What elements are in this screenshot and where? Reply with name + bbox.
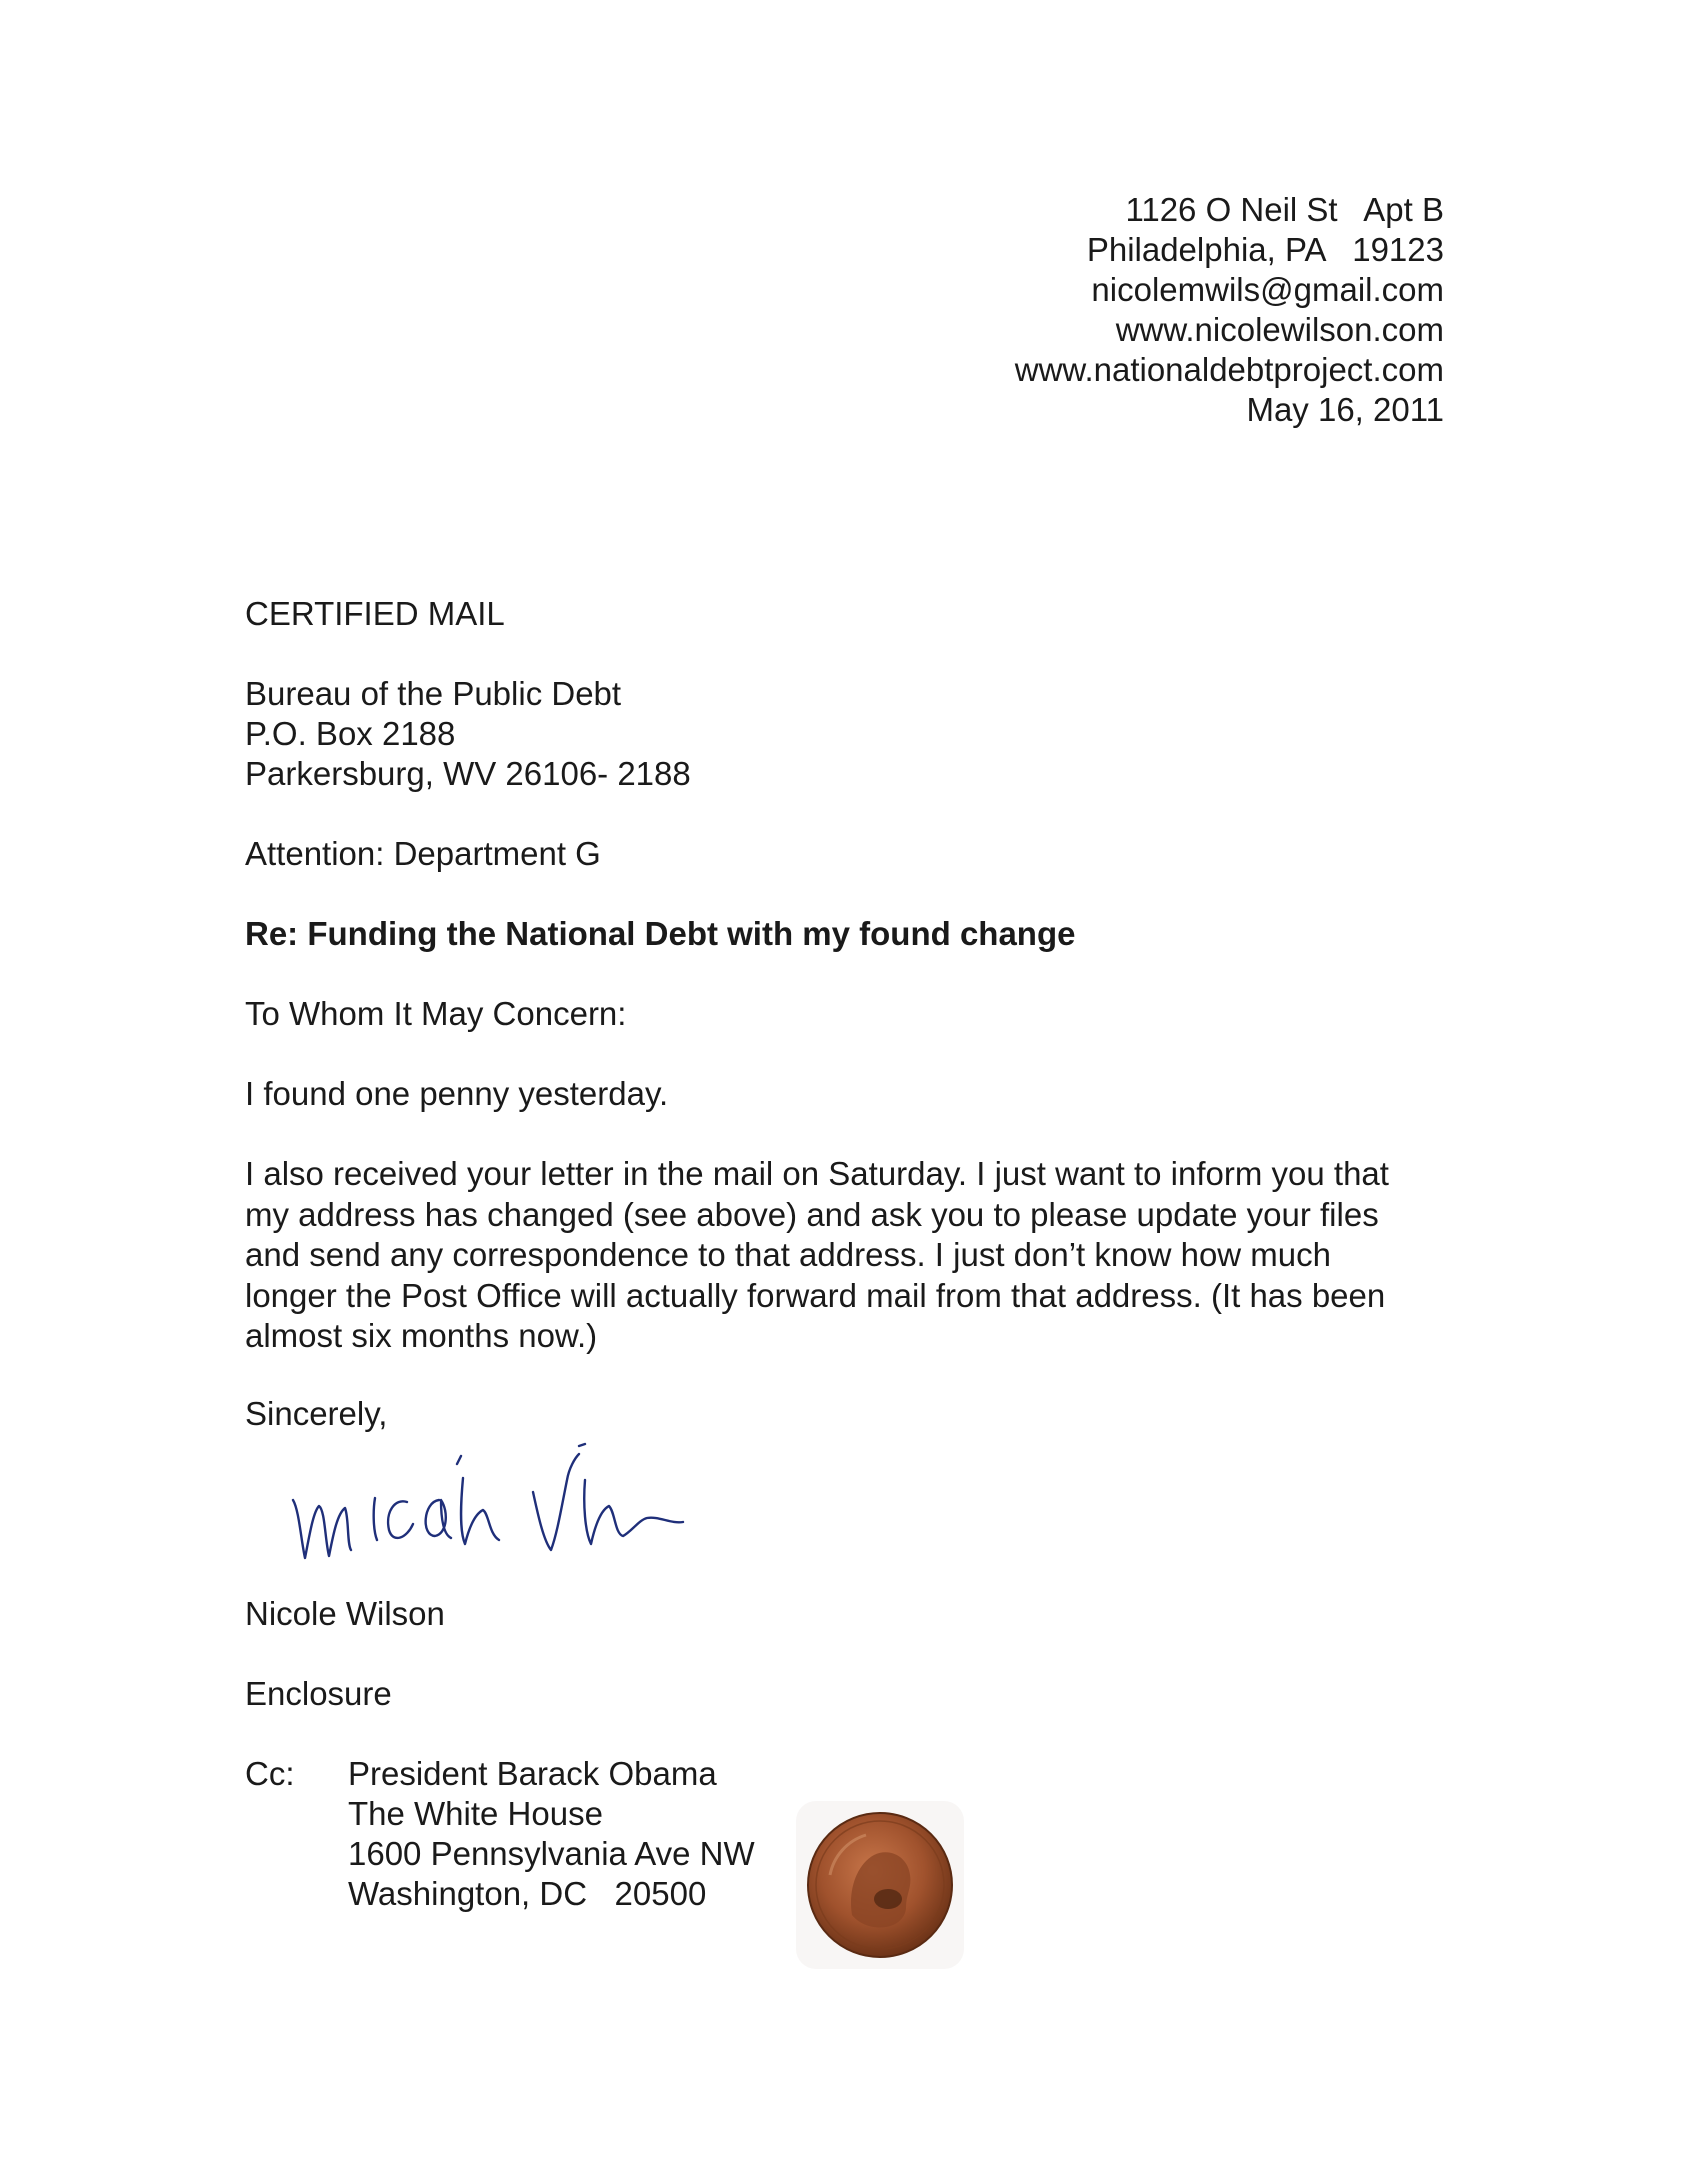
closing: Sincerely, bbox=[245, 1395, 388, 1432]
sender-website-personal: www.nicolewilson.com bbox=[1115, 311, 1444, 348]
body-paragraph-1: I found one penny yesterday. bbox=[245, 1075, 669, 1112]
cc-city: Washington, DC 20500 bbox=[348, 1875, 707, 1912]
body-paragraph-2-line: almost six months now.) bbox=[245, 1317, 598, 1354]
penny-coin-icon bbox=[790, 1795, 970, 1975]
handwritten-signature-icon bbox=[285, 1440, 765, 1570]
body-paragraph-2-line: my address has changed (see above) and ask you to please update your files bbox=[245, 1195, 1379, 1233]
subject-line: Re: Funding the National Debt with my found change bbox=[245, 915, 1076, 952]
attention-line: Attention: Department G bbox=[245, 835, 601, 872]
enclosure-note: Enclosure bbox=[245, 1675, 392, 1712]
body-paragraph-2-line: longer the Post Office will actually forward mail from that address. (It has been bbox=[245, 1276, 1386, 1314]
letter-date: May 16, 2011 bbox=[1246, 391, 1444, 428]
recipient-city: Parkersburg, WV 26106- 2188 bbox=[245, 755, 691, 792]
cc-label: Cc: bbox=[245, 1755, 295, 1792]
sender-street: 1126 O Neil St Apt B bbox=[1125, 191, 1444, 228]
cc-street: 1600 Pennsylvania Ave NW bbox=[348, 1835, 755, 1872]
signer-name: Nicole Wilson bbox=[245, 1595, 445, 1632]
cc-address-block bbox=[348, 1754, 755, 1914]
cc-org: The White House bbox=[348, 1795, 603, 1832]
sender-city: Philadelphia, PA 19123 bbox=[1086, 231, 1444, 268]
recipient-po-box: P.O. Box 2188 bbox=[245, 715, 456, 752]
sender-address-block bbox=[1015, 190, 1444, 430]
body-paragraph-2-line: I also received your letter in the mail on Saturday. I just want to inform you that bbox=[245, 1155, 1389, 1192]
mail-type: CERTIFIED MAIL bbox=[245, 595, 505, 632]
recipient-name: Bureau of the Public Debt bbox=[245, 675, 622, 712]
cc-name: President Barack Obama bbox=[348, 1755, 717, 1792]
body-paragraph-2-line: and send any correspondence to that address. I just don’t know how much bbox=[245, 1236, 1331, 1273]
sender-email: nicolemwils@gmail.com bbox=[1091, 271, 1444, 308]
body-paragraph-2 bbox=[245, 1154, 1389, 1357]
salutation: To Whom It May Concern: bbox=[245, 995, 627, 1032]
sender-website-project: www.nationaldebtproject.com bbox=[1014, 351, 1444, 388]
recipient-address-block bbox=[245, 674, 691, 794]
